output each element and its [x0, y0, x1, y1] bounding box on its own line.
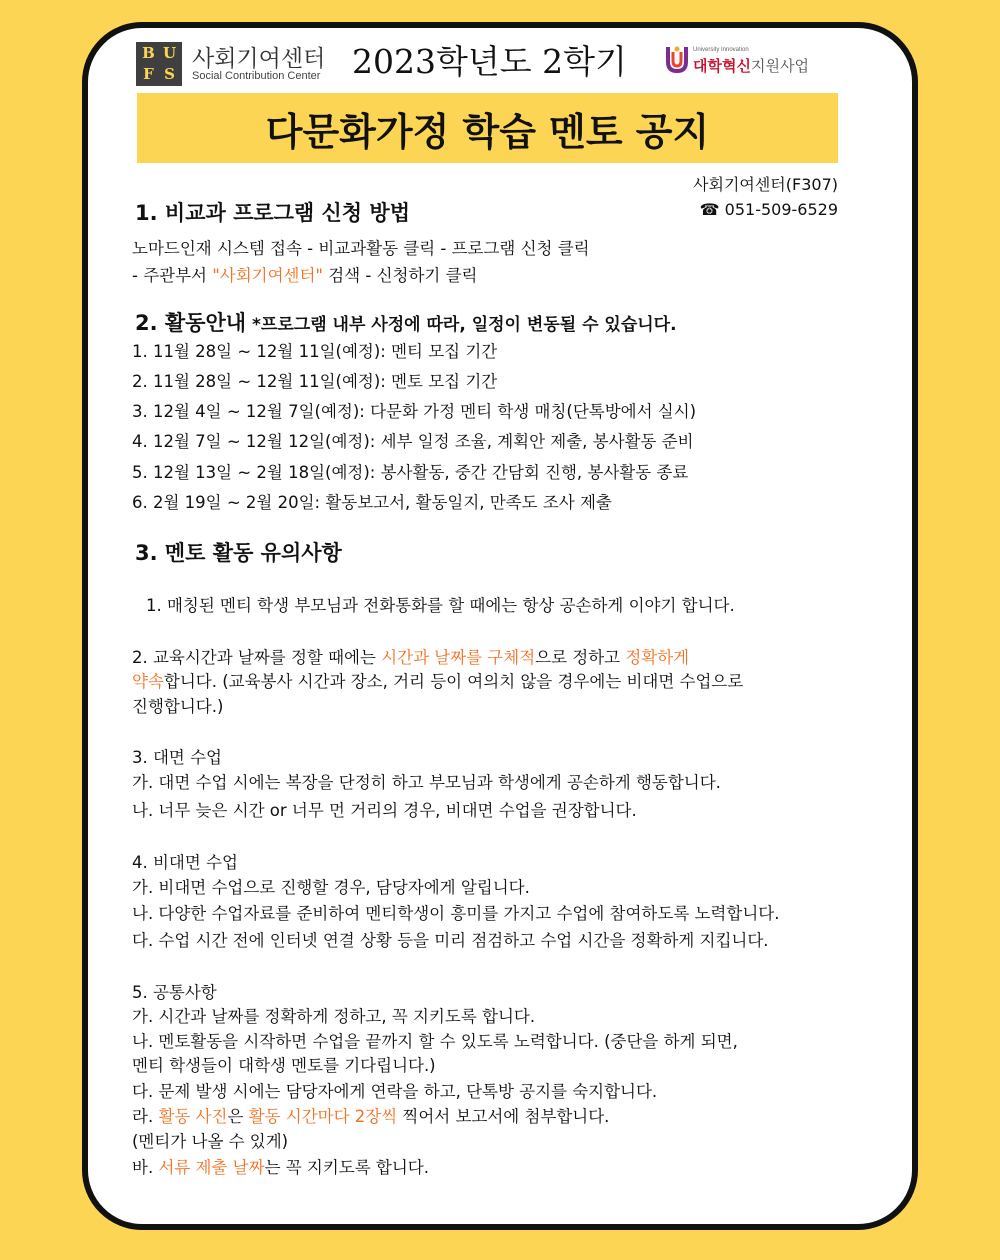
- logo-letter: U: [162, 44, 177, 62]
- text-span: 찍어서 보고서에 첨부합니다.: [397, 1107, 610, 1126]
- logo-letter: B: [142, 44, 155, 62]
- section3-title: 3. 멘토 활동 유의사항: [135, 541, 342, 565]
- partner-small-text: University Innovation: [693, 47, 749, 53]
- text-span: 바.: [132, 1158, 159, 1177]
- schedule-item: 6. 2월 19일 ~ 2월 20일: 활동보고서, 활동일지, 만족도 조사 제출: [132, 493, 612, 512]
- guideline-4-title: 4. 비대면 수업: [132, 853, 238, 872]
- center-name: 사회기여센터: [192, 46, 326, 72]
- text-span: 라.: [132, 1107, 159, 1126]
- partner-name-red: 대학혁신: [693, 57, 751, 75]
- guideline-5d: [132, 1103, 609, 1127]
- schedule-note: *프로그램 내부 사정에 따라, 일정이 변동될 수 있습니다.: [252, 315, 677, 335]
- highlight-text: "사회기여센터": [212, 266, 324, 285]
- guideline-5b: 나. 멘토활동을 시작하면 수업을 끝까지 할 수 있도록 노력합니다. (중단을 하게 되면,: [132, 1032, 738, 1051]
- guideline-5c: 다. 문제 발생 시에는 담당자에게 연락을 하고, 단톡방 공지를 숙지합니다.: [132, 1082, 658, 1101]
- guideline-5e: [132, 1154, 429, 1178]
- guideline-5d2: (멘티가 나올 수 있게): [132, 1132, 289, 1151]
- section2-title: [135, 307, 677, 337]
- guideline-3b: 나. 너무 늦은 시간 or 너무 먼 거리의 경우, 비대면 수업을 권장합니다.: [132, 801, 637, 820]
- text-span: 검색 - 신청하기 클릭: [323, 266, 478, 285]
- partner-name: [693, 55, 809, 76]
- title-banner: 다문화가정 학습 멘토 공지: [137, 93, 838, 163]
- guideline-4c: 다. 수업 시간 전에 인터넷 연결 상황 등을 미리 점검하고 수업 시간을 정확하게 지킵니다.: [132, 931, 769, 950]
- text-span: 는 꼭 지키도록 합니다.: [264, 1158, 429, 1177]
- highlight-text: 서류 제출 날짜: [158, 1158, 265, 1177]
- section1-line1: 노마드인재 시스템 접속 - 비교과활동 클릭 - 프로그램 신청 클릭: [132, 239, 590, 258]
- schedule-item: 2. 11월 28일 ~ 12월 11일(예정): 멘토 모집 기간: [132, 372, 498, 391]
- guideline-1: 1. 매칭된 멘티 학생 부모님과 전화통화를 할 때에는 항상 공손하게 이야기 합니다.: [146, 596, 735, 615]
- guideline-5b2: 멘티 학생들이 대학생 멘토를 기다립니다.): [132, 1056, 436, 1075]
- contact-office: 사회기여센터(F307): [693, 175, 838, 194]
- semester-title: 2023학년도 2학기: [352, 42, 627, 81]
- guideline-2-line1: [132, 644, 689, 668]
- section1-line2: [132, 262, 477, 286]
- highlight-text: 활동 사진: [158, 1107, 228, 1126]
- guideline-3-title: 3. 대면 수업: [132, 748, 222, 767]
- text-span: - 주관부서: [132, 266, 213, 285]
- text-span: 은: [227, 1107, 249, 1126]
- center-subtitle: Social Contribution Center: [192, 70, 321, 82]
- contact-info: [693, 172, 838, 222]
- schedule-item: 3. 12월 4일 ~ 12월 7일(예정): 다문화 가정 멘티 학생 매칭(단톡방에서 실시): [132, 402, 697, 421]
- university-innovation-logo-icon: [664, 44, 690, 74]
- highlight-text: 정확하게: [625, 648, 690, 667]
- highlight-text: 약속: [132, 672, 164, 691]
- guideline-2-line3: 진행합니다.): [132, 697, 224, 716]
- partner-name-gray: 지원사업: [750, 57, 809, 75]
- logo-letter: F: [143, 65, 154, 83]
- section2-heading: 2. 활동안내: [135, 311, 247, 335]
- guideline-3a: 가. 대면 수업 시에는 복장을 단정히 하고 부모님과 학생에게 공손하게 행동합니다.: [132, 773, 721, 792]
- highlight-text: 시간과 날짜를 구체적: [381, 648, 536, 667]
- contact-phone: ☎ 051-509-6529: [699, 200, 838, 219]
- text-span: 합니다. (교육봉사 시간과 장소, 거리 등이 여의치 않을 경우에는 비대면 수업으로: [163, 672, 744, 691]
- text-span: 으로 정하고: [535, 648, 626, 667]
- guideline-5-title: 5. 공통사항: [132, 983, 217, 1002]
- section1-title: 1. 비교과 프로그램 신청 방법: [135, 201, 410, 225]
- highlight-text: 활동 시간마다 2장씩: [248, 1107, 398, 1126]
- schedule-item: 1. 11월 28일 ~ 12월 11일(예정): 멘티 모집 기간: [132, 342, 498, 361]
- schedule-item: 5. 12월 13일 ~ 2월 18일(예정): 봉사활동, 중간 간담회 진행, 봉사활동 종료: [132, 463, 689, 482]
- logo-letter: S: [164, 65, 175, 83]
- bufs-logo: [136, 42, 182, 86]
- guideline-2-line2: [132, 668, 743, 692]
- text-span: 2. 교육시간과 날짜를 정할 때에는: [132, 648, 382, 667]
- guideline-5a: 가. 시간과 날짜를 정확하게 정하고, 꼭 지키도록 합니다.: [132, 1007, 536, 1026]
- schedule-item: 4. 12월 7일 ~ 12월 12일(예정): 세부 일정 조율, 계획안 제출, 봉사활동 준비: [132, 432, 694, 451]
- guideline-4a: 가. 비대면 수업으로 진행할 경우, 담당자에게 알립니다.: [132, 878, 530, 897]
- guideline-4b: 나. 다양한 수업자료를 준비하여 멘티학생이 흥미를 가지고 수업에 참여하도록 노력합니다.: [132, 904, 780, 923]
